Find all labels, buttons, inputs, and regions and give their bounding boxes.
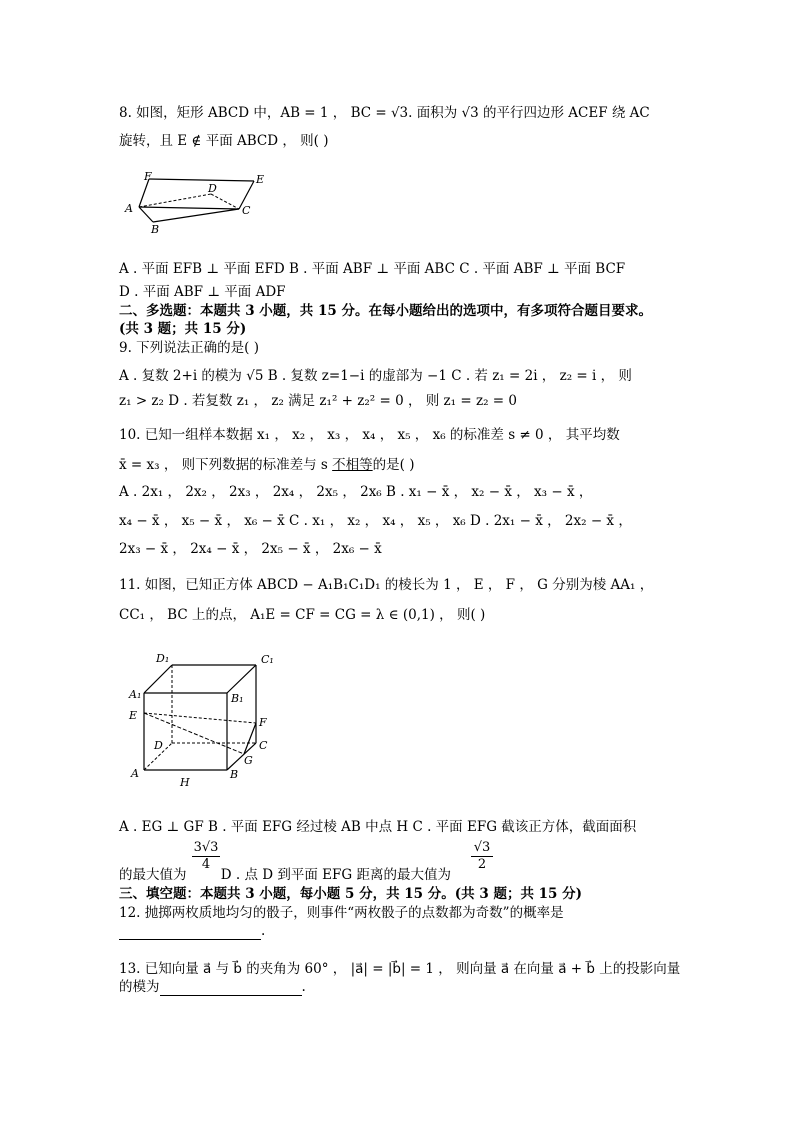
q11-line4-b: D . 点 D 到平面 EFG 距离的最大值为 [216,867,451,883]
q9-line3: z₁ > z₂ D . 若复数 z₁ ， z₂ 满足 z₁² + z₂² = 0 ， 则 z₁ = z₂ = 0 [119,393,517,409]
q12-line2 [119,922,265,940]
q11-label-H: H [180,776,190,788]
q9-line2: A . 复数 2+i 的模为 √5 B . 复数 z=1−i 的虚部为 −1 C . 若 z₁ = 2i ， z₂ = i ， 则 [119,368,632,384]
q11-label-A: A [131,767,139,780]
q13-answer-blank[interactable] [160,980,302,996]
q11-label-D1: D₁ [156,652,170,665]
q11-label-C1: C₁ [261,653,274,666]
q11-label-F: F [259,716,267,729]
q11-fraction-2-num: √3 [471,840,493,857]
q10-line1: 10. 已知一组样本数据 x₁ ， x₂ ， x₃ ， x₄ ， x₅ ， x₆ 的标准差 s ≠ 0 ， 其平均数 [119,427,620,443]
q11-line2: CC₁ ， BC 上的点， A₁E = CF = CG = λ ∈ (0,1) ， 则( ) [119,607,486,623]
q11-fraction-2-den: 2 [477,857,487,872]
q8-label-D: D [208,182,217,195]
q13-line1: 13. 已知向量 a⃗ 与 b⃗ 的夹角为 60° ， |a⃗| = |b⃗| = 1 ， 则向量 a⃗ 在向量 a⃗ + b⃗ 上的投影向量 [119,961,681,977]
q11-fraction-1-den: 4 [201,857,211,872]
q8-line2: 旋转，且 E ∉ 平面 ABCD ， 则( ) [119,133,329,149]
q11-cube-figure [119,646,289,788]
q8-label-F: F [144,170,152,183]
q11-fraction-1-num: 3√3 [193,840,219,855]
q11-line4-a: 的最大值为 [119,867,187,883]
q11-label-A1: A₁ [129,688,142,701]
q11-fraction-2 [471,840,493,873]
section2-heading: 二、多选题：本题共 3 小题，共 15 分。在每小题给出的选项中，有多项符合题目要求。 [119,303,652,319]
section2-subheading: (共 3 题；共 15 分) [119,321,247,337]
q13-line2-a: 的模为 [119,979,160,995]
q8-label-B: B [151,223,160,236]
section3-heading: 三、填空题：本题共 3 小题，每小题 5 分，共 15 分。(共 3 题；共 15 分) [119,886,583,902]
q8-label-A: A [125,202,133,215]
q11-label-B: B [230,768,239,781]
q11-line3: A . EG ⊥ GF B . 平面 EFG 经过棱 AB 中点 H C . 平面 EFG 截该正方体，截面面积 [119,819,637,835]
q8-label-C: C [242,204,251,217]
q10-not-equal: 不相等 [332,457,373,473]
q11-label-B1: B₁ [231,692,244,705]
q9-line1: 9. 下列说法正确的是( ) [119,340,259,356]
q11-line1: 11. 如图，已知正方体 ABCD − A₁B₁C₁D₁ 的棱长为 1 ， E ， F ， G 分别为棱 AA₁ ， [119,577,654,593]
q12-period: . [261,923,266,939]
q8-parallelogram-figure [119,168,279,236]
q10-line2 [119,456,414,474]
q11-label-D: D [154,739,163,752]
q13-period: . [301,979,306,995]
q11-label-E: E [129,709,138,722]
q8-option-d: D . 平面 ABF ⊥ 平面 ADF [119,284,286,300]
q12-line1: 12. 抛掷两枚质地均匀的骰子，则事件“两枚骰子的点数都为奇数”的概率是 [119,905,564,921]
q11-label-G: G [244,754,253,767]
q8-options-a-c: A . 平面 EFB ⊥ 平面 EFD B . 平面 ABF ⊥ 平面 ABC C . 平面 ABF ⊥ 平面 BCF [119,261,626,277]
q10-line2-b: 的是( ) [372,457,415,473]
q8-label-E: E [256,173,265,186]
q10-line4: x₄ − x̄ ， x₅ − x̄ ， x₆ − x̄ C . x₁ ， x₂ ， x₄ ， x₅ ， x₆ D . 2x₁ − x̄ ， 2x₂ − x̄ ， [119,513,632,529]
q10-line3: A . 2x₁ ， 2x₂ ， 2x₃ ， 2x₄ ， 2x₅ ， 2x₆ B . x₁ − x̄ ， x₂ − x̄ ， x₃ − x̄ ， [119,484,593,500]
q13-line2 [119,978,306,996]
q12-answer-blank[interactable] [119,924,261,940]
q10-line5: 2x₃ − x̄ ， 2x₄ − x̄ ， 2x₅ − x̄ ， 2x₆ − x̄ [119,541,382,557]
q11-label-C: C [259,739,268,752]
q11-line4 [119,866,451,884]
q8-line1: 8. 如图，矩形 ABCD 中，AB = 1 ， BC = √3. 面积为 √3 的平行四边形 ACEF 绕 AC [119,105,650,121]
q10-line2-a: x̄ = x₃ ， 则下列数据的标准差与 s [119,457,333,473]
